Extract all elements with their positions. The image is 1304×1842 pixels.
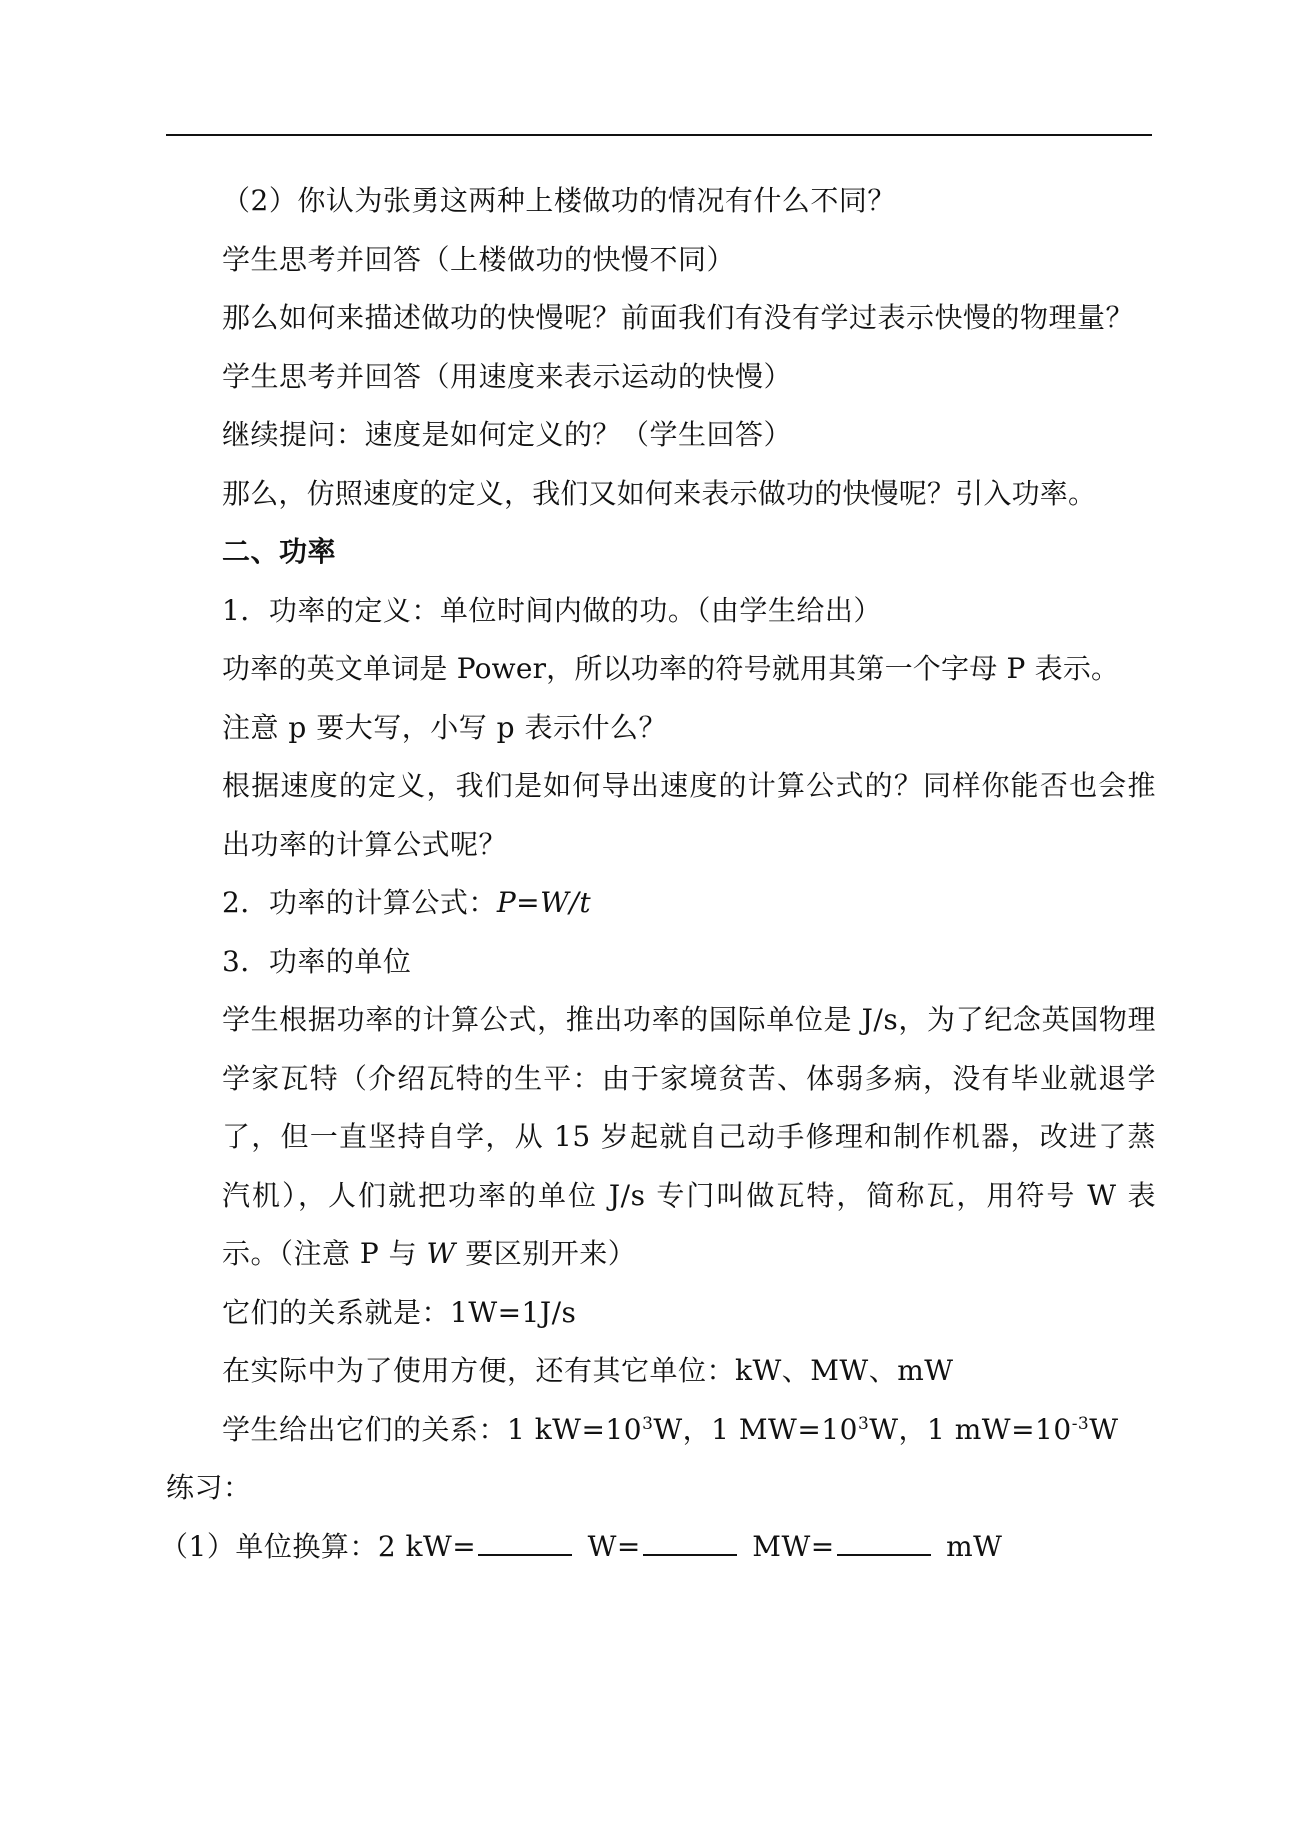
answer-blank-1[interactable]: [478, 1528, 572, 1556]
other-units: 在实际中为了使用方便，还有其它单位：kW、MW、mW: [222, 1354, 954, 1387]
unit-paragraph-w: W: [426, 1237, 456, 1270]
question-3: 那么如何来描述做功的快慢呢？前面我们有没有学过表示快慢的物理量？: [222, 301, 1135, 334]
unit-relation: 它们的关系就是：1W=1J/s: [222, 1295, 577, 1329]
document-body: [160, 172, 1156, 1576]
rel-exponent-3: -3: [1071, 1413, 1090, 1434]
student-answer-2: 学生思考并回答（用速度来表示运动的快慢）: [222, 359, 793, 393]
section-title-power: 二、功率: [222, 535, 337, 568]
rel-mid-1: W，1 MW=10: [653, 1412, 858, 1446]
exercise-title: 练习：: [166, 1471, 252, 1504]
formula-line: [166, 874, 1156, 933]
header-rule: [166, 134, 1152, 136]
unit-paragraph-text-b: 要区别开来）: [455, 1237, 637, 1270]
rel-mid-2: W，1 mW=10: [869, 1412, 1072, 1446]
rel-exponent-1: 3: [642, 1413, 654, 1434]
power-definition: 1．功率的定义：单位时间内做的功。（由学生给出）: [222, 593, 882, 627]
question-5: 那么，仿照速度的定义，我们又如何来表示做功的快慢呢？引入功率。: [222, 476, 1097, 510]
derive-formula: 根据速度的定义，我们是如何导出速度的计算公式的？同样你能否也会推出功率的计算公式呢？: [222, 769, 1156, 861]
power-symbol: 功率的英文单词是 Power，所以功率的符号就用其第一个字母 P 表示。: [222, 652, 1120, 685]
unit-title: 3．功率的单位: [222, 944, 412, 978]
unit-paragraph-text-a: 学生根据功率的计算公式，推出功率的国际单位是 J/s，为了纪念英国物理学家瓦特（介绍瓦特的生平：由于家境贫苦、体弱多病，没有毕业就退学了，但一直坚持自学，从 15 岁起就自己动手修理和制作机器，改进了蒸汽机），人们就把功率的单位 J/s 专门叫做瓦特，简称瓦，用符号 W 表示。（注意 P 与: [222, 1003, 1156, 1270]
rel-end: W: [1089, 1412, 1119, 1446]
exercise-1-unit-mw: MW=: [742, 1529, 835, 1563]
exercise-1-unit-w: W=: [578, 1529, 641, 1563]
rel-intro: 学生给出它们的关系：1 kW=10: [222, 1412, 643, 1446]
exercise-1: [160, 1518, 1156, 1577]
exercise-1-prompt: （1）单位换算：2 kW=: [160, 1529, 477, 1563]
unit-paragraph: [166, 991, 1156, 1284]
student-answer-1: 学生思考并回答（上楼做功的快慢不同）: [222, 242, 736, 276]
formula-label: 2．功率的计算公式：: [222, 886, 497, 919]
answer-blank-3[interactable]: [837, 1528, 931, 1556]
unit-relations-line: [166, 1401, 1156, 1460]
exercise-1-unit-mw-small: mW: [936, 1529, 1003, 1563]
note-p: 注意 p 要大写，小写 p 表示什么？: [222, 710, 667, 744]
question-4: 继续提问：速度是如何定义的？（学生回答）: [222, 418, 793, 451]
rel-exponent-2: 3: [857, 1413, 870, 1434]
question-2: （2）你认为张勇这两种上楼做功的情况有什么不同？: [222, 184, 896, 217]
answer-blank-2[interactable]: [643, 1528, 737, 1556]
formula: P=W/t: [496, 886, 592, 919]
